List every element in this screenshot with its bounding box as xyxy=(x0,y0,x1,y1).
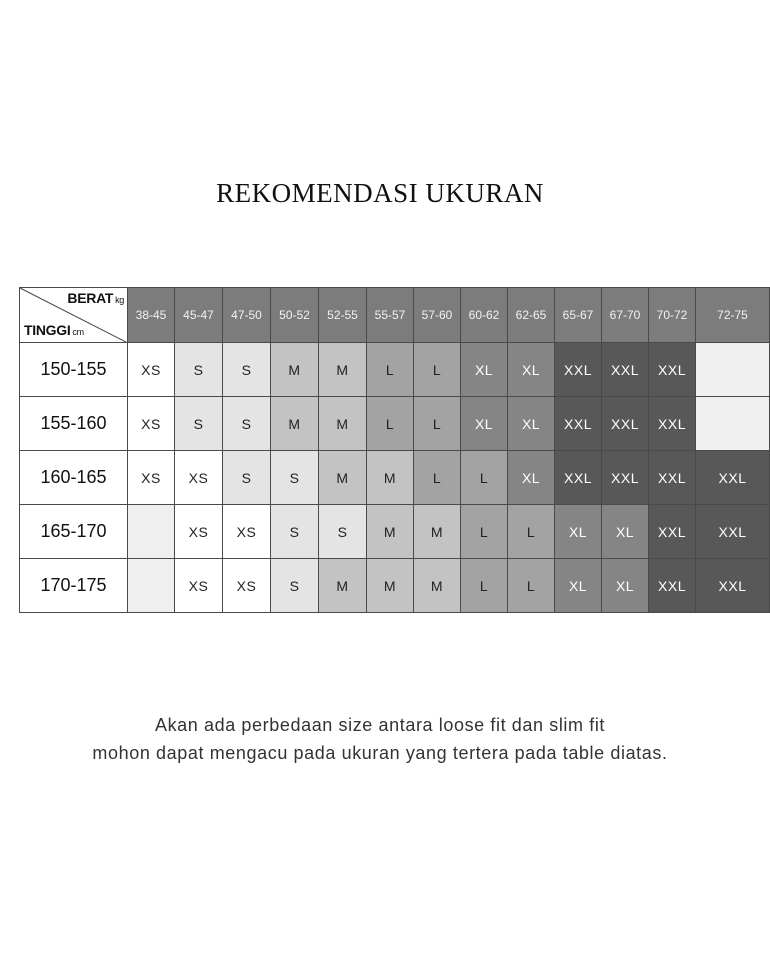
size-cell: XL xyxy=(602,505,649,559)
size-cell: XXL xyxy=(555,397,602,451)
size-cell: XXL xyxy=(602,451,649,505)
weight-header: 62-65 xyxy=(508,288,555,343)
size-cell: M xyxy=(367,559,414,613)
size-cell: XXL xyxy=(602,343,649,397)
size-cell: L xyxy=(367,343,414,397)
height-range-cell: 170-175 xyxy=(20,559,128,613)
size-cell: M xyxy=(319,451,367,505)
size-table xyxy=(19,287,770,613)
weight-header: 57-60 xyxy=(414,288,461,343)
height-range-cell: 160-165 xyxy=(20,451,128,505)
size-cell: XXL xyxy=(696,505,770,559)
table-row xyxy=(20,559,770,613)
size-cell xyxy=(696,397,770,451)
weight-header: 72-75 xyxy=(696,288,770,343)
table-body xyxy=(20,343,770,613)
height-range-cell: 150-155 xyxy=(20,343,128,397)
size-cell: XXL xyxy=(696,559,770,613)
size-cell xyxy=(128,559,175,613)
weight-header: 65-67 xyxy=(555,288,602,343)
table-row xyxy=(20,451,770,505)
size-cell: L xyxy=(508,505,555,559)
weight-header: 47-50 xyxy=(223,288,271,343)
size-cell: M xyxy=(271,343,319,397)
size-cell: M xyxy=(367,505,414,559)
note-line-1: Akan ada perbedaan size antara loose fit dan slim fit xyxy=(154,715,606,735)
header-row xyxy=(20,288,770,343)
size-cell: XS xyxy=(175,505,223,559)
corner-header xyxy=(20,288,128,343)
size-cell: XXL xyxy=(602,397,649,451)
size-cell: XS xyxy=(223,505,271,559)
size-cell: XS xyxy=(128,451,175,505)
size-cell: L xyxy=(414,397,461,451)
size-cell: M xyxy=(319,343,367,397)
size-cell: S xyxy=(223,397,271,451)
weight-header: 52-55 xyxy=(319,288,367,343)
size-cell: XL xyxy=(555,505,602,559)
size-cell: XXL xyxy=(649,343,696,397)
table-row xyxy=(20,343,770,397)
table-row xyxy=(20,505,770,559)
weight-header: 55-57 xyxy=(367,288,414,343)
size-cell: XXL xyxy=(649,559,696,613)
size-cell: L xyxy=(414,451,461,505)
size-chart xyxy=(19,287,748,617)
size-cell: L xyxy=(461,505,508,559)
size-cell: XL xyxy=(461,343,508,397)
size-cell: M xyxy=(414,505,461,559)
size-cell: S xyxy=(271,505,319,559)
size-cell: S xyxy=(271,559,319,613)
height-range-cell: 155-160 xyxy=(20,397,128,451)
weight-header: 67-70 xyxy=(602,288,649,343)
size-cell: XXL xyxy=(696,451,770,505)
size-cell: L xyxy=(414,343,461,397)
size-cell: M xyxy=(319,397,367,451)
weight-header: 60-62 xyxy=(461,288,508,343)
size-cell: S xyxy=(223,451,271,505)
size-cell: L xyxy=(367,397,414,451)
size-cell: XS xyxy=(175,451,223,505)
size-cell: L xyxy=(508,559,555,613)
size-cell: XS xyxy=(175,559,223,613)
size-cell: L xyxy=(461,451,508,505)
weight-header: 38-45 xyxy=(128,288,175,343)
size-cell: XXL xyxy=(649,505,696,559)
size-cell: XL xyxy=(461,397,508,451)
height-axis-label: TINGGI cm xyxy=(24,322,84,338)
size-cell: XL xyxy=(602,559,649,613)
table-row xyxy=(20,397,770,451)
height-range-cell: 165-170 xyxy=(20,505,128,559)
weight-header: 50-52 xyxy=(271,288,319,343)
size-cell: S xyxy=(175,397,223,451)
size-cell: XXL xyxy=(555,451,602,505)
size-cell: XXL xyxy=(649,397,696,451)
size-cell: XL xyxy=(508,343,555,397)
size-cell: XS xyxy=(223,559,271,613)
size-cell: L xyxy=(461,559,508,613)
size-cell: XS xyxy=(128,343,175,397)
size-cell: XL xyxy=(555,559,602,613)
size-cell xyxy=(128,505,175,559)
page-title: REKOMENDASI UKURAN xyxy=(216,178,544,208)
size-cell: S xyxy=(319,505,367,559)
size-cell xyxy=(696,343,770,397)
size-cell: S xyxy=(223,343,271,397)
size-cell: S xyxy=(175,343,223,397)
size-cell: XXL xyxy=(649,451,696,505)
weight-header: 45-47 xyxy=(175,288,223,343)
note-line-2: mohon dapat mengacu pada ukuran yang tertera pada table diatas. xyxy=(92,743,668,763)
size-cell: M xyxy=(367,451,414,505)
size-cell: M xyxy=(271,397,319,451)
size-cell: S xyxy=(271,451,319,505)
size-cell: XL xyxy=(508,397,555,451)
size-cell: XL xyxy=(508,451,555,505)
size-cell: M xyxy=(319,559,367,613)
weight-axis-label: BERAT kg xyxy=(67,290,124,306)
size-cell: XS xyxy=(128,397,175,451)
size-cell: XXL xyxy=(555,343,602,397)
size-cell: M xyxy=(414,559,461,613)
weight-header: 70-72 xyxy=(649,288,696,343)
